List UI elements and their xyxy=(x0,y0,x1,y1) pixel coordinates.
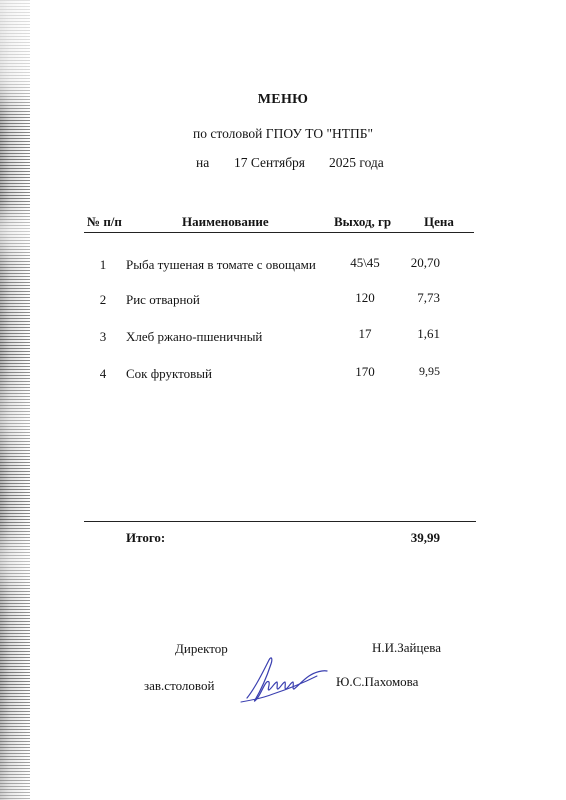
menu-title: МЕНЮ xyxy=(257,92,309,107)
menu-subtitle: по столовой ГПОУ ТО "НТПБ" xyxy=(193,126,373,141)
row-1-number: 1 xyxy=(99,257,107,272)
director-role: Директор xyxy=(175,641,228,656)
row-2-name: Рис отварной xyxy=(126,292,200,307)
director-name: Н.И.Зайцева xyxy=(372,640,441,655)
row-3-number: 3 xyxy=(99,329,107,344)
row-3-price: 1,61 xyxy=(417,326,440,341)
header-divider xyxy=(84,232,474,233)
canteen-manager-name: Ю.С.Пахомова xyxy=(336,674,419,689)
menu-date: 17 Сентября xyxy=(234,155,306,170)
row-3-yield: 17 xyxy=(358,326,372,341)
scan-edge-noise xyxy=(0,0,30,800)
canteen-manager-role: зав.столовой xyxy=(144,678,215,693)
row-4-yield: 170 xyxy=(355,364,375,379)
signature-stroke xyxy=(247,658,327,701)
handwritten-signature xyxy=(233,654,331,706)
row-4-name: Сок фруктовый xyxy=(126,366,212,381)
row-4-number: 4 xyxy=(99,366,107,381)
row-3-name: Хлеб ржано-пшеничный xyxy=(126,329,263,344)
row-2-number: 2 xyxy=(99,292,107,307)
total-divider xyxy=(84,521,476,522)
row-2-yield: 120 xyxy=(355,290,375,305)
total-value: 39,99 xyxy=(410,530,440,545)
row-2-price: 7,73 xyxy=(417,290,440,305)
row-1-name: Рыба тушеная в томате с овощами xyxy=(126,257,316,272)
date-prefix: на xyxy=(196,155,210,170)
column-header-yield: Выход, гр xyxy=(334,214,392,229)
column-header-price: Цена xyxy=(424,214,454,229)
column-header-name: Наименование xyxy=(182,214,269,229)
row-4-price: 9,95 xyxy=(419,364,440,378)
total-label: Итого: xyxy=(126,530,166,545)
row-1-yield: 45\45 xyxy=(350,255,380,270)
signature-underline xyxy=(241,676,317,702)
column-header-number: № п/п xyxy=(87,214,122,229)
menu-year: 2025 года xyxy=(329,155,384,170)
row-1-price: 20,70 xyxy=(410,255,440,270)
